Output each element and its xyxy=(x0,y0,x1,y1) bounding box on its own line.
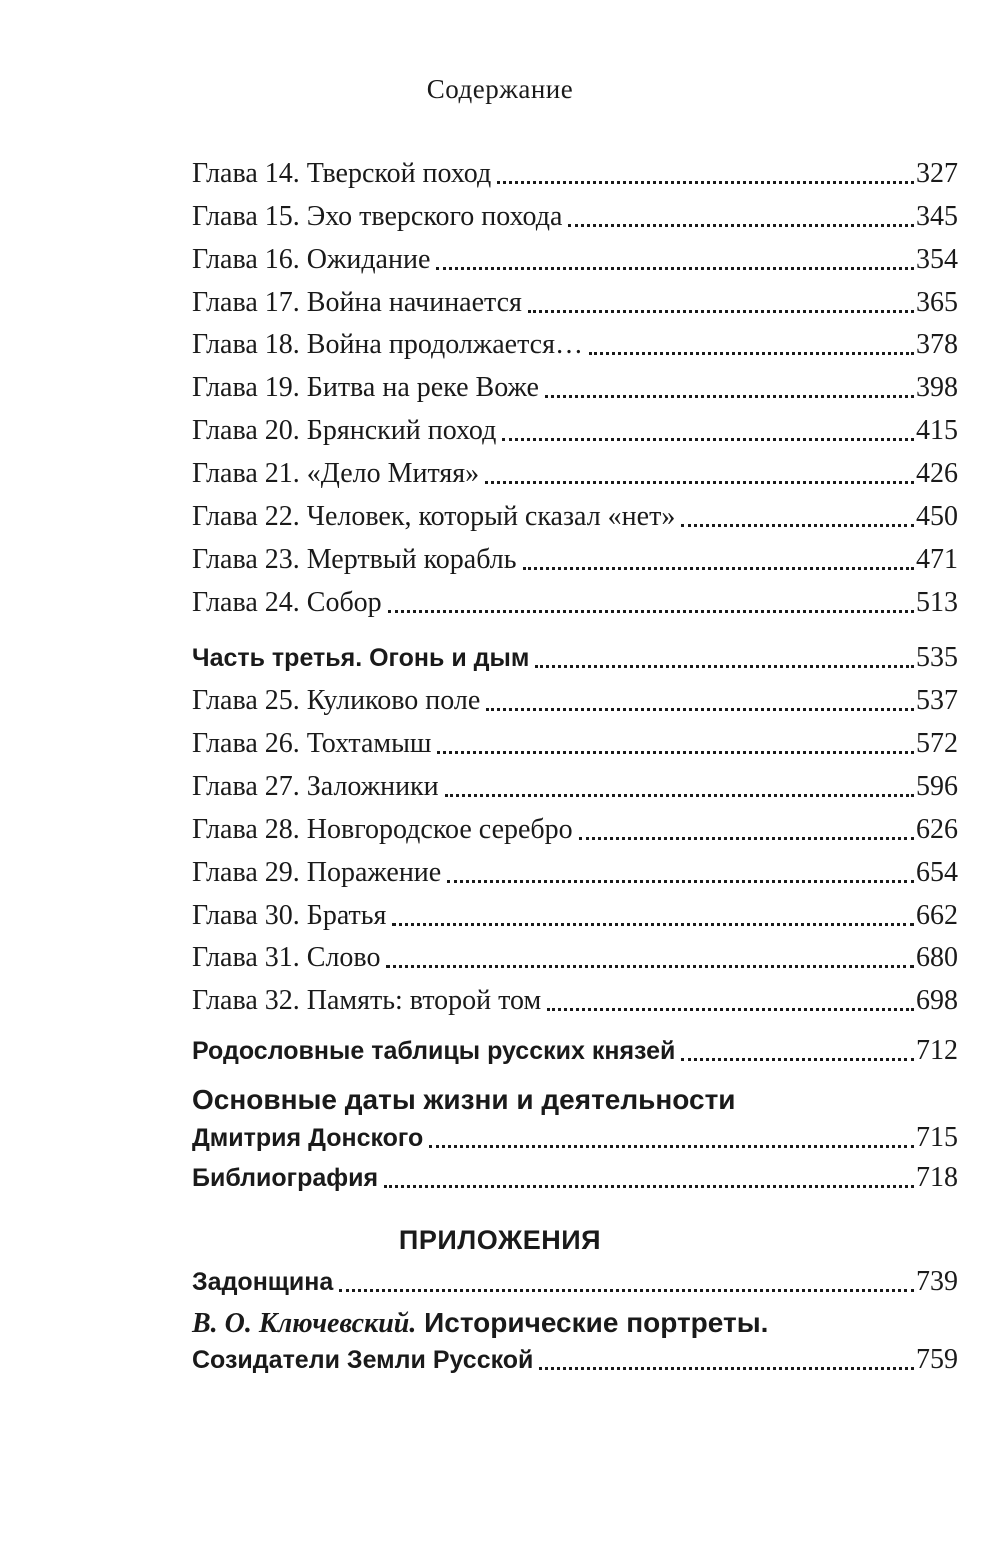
toc-zadonshchina-entry[interactable] xyxy=(192,1264,958,1300)
toc-bibliography-entry[interactable] xyxy=(192,1160,958,1196)
toc-entry[interactable] xyxy=(192,413,958,449)
dot-leader xyxy=(528,285,914,321)
dot-leader xyxy=(436,242,914,278)
toc-entry[interactable] xyxy=(192,242,958,278)
toc-entry-page: 513 xyxy=(916,587,958,618)
toc-entry-page: 471 xyxy=(916,544,958,575)
toc-entry-title: Глава 28. Новгородское серебро xyxy=(192,814,573,845)
toc-entry-page: 450 xyxy=(916,501,958,532)
toc-entry-title: Глава 31. Слово xyxy=(192,942,381,973)
toc-entry-page: 626 xyxy=(916,814,958,845)
appendices-heading: ПРИЛОЖЕНИЯ xyxy=(398,1225,602,1255)
toc-entry-page: 345 xyxy=(916,201,958,232)
toc-entry[interactable] xyxy=(192,983,958,1019)
toc-entry-page: 715 xyxy=(916,1122,958,1153)
toc-entry-title: Глава 29. Поражение xyxy=(192,857,442,888)
toc-klyuchevsky-line1 xyxy=(192,1305,768,1342)
dot-leader xyxy=(392,898,914,934)
dot-leader xyxy=(681,1033,914,1069)
toc-dates-title-line1: Основные даты жизни и деятельности xyxy=(192,1084,736,1115)
toc-entry[interactable] xyxy=(192,726,958,762)
author-name: В. О. Ключевский. xyxy=(192,1308,417,1339)
toc-entry[interactable] xyxy=(192,812,958,848)
toc-entry[interactable] xyxy=(192,199,958,235)
dot-leader xyxy=(681,499,914,535)
toc-entry-page: 654 xyxy=(916,857,958,888)
dot-leader xyxy=(384,1160,914,1196)
toc-entry-page: 537 xyxy=(916,685,958,716)
toc-entry-page: 365 xyxy=(916,287,958,318)
dot-leader xyxy=(579,812,914,848)
toc-entry[interactable] xyxy=(192,542,958,578)
dot-leader xyxy=(445,769,914,805)
toc-klyuchevsky-entry[interactable] xyxy=(192,1342,958,1378)
toc-entry[interactable] xyxy=(192,156,958,192)
toc-entry-page: 680 xyxy=(916,942,958,973)
dot-leader xyxy=(523,542,914,578)
toc-entry-page: 415 xyxy=(916,415,958,446)
toc-entry-page: 327 xyxy=(916,158,958,189)
running-header: Содержание xyxy=(426,74,574,104)
toc-entry-title: Глава 30. Братья xyxy=(192,900,387,931)
toc-entry-title: Глава 24. Собор xyxy=(192,587,382,618)
toc-entry-page: 739 xyxy=(916,1266,958,1297)
toc-entry[interactable] xyxy=(192,940,958,976)
dot-leader xyxy=(386,940,914,976)
toc-entry[interactable] xyxy=(192,683,958,719)
dot-leader xyxy=(486,683,914,719)
dot-leader xyxy=(388,585,914,621)
toc-entry-title: Задонщина xyxy=(192,1268,334,1296)
toc-entry[interactable] xyxy=(192,898,958,934)
toc-entry-title: Глава 15. Эхо тверского похода xyxy=(192,201,563,232)
toc-entry-page: 354 xyxy=(916,244,958,275)
dot-leader xyxy=(502,413,914,449)
toc-entry-page: 698 xyxy=(916,985,958,1016)
toc-entry-title: Глава 26. Тохтамыш xyxy=(192,728,432,759)
toc-entry-page: 378 xyxy=(916,329,958,360)
toc-entry-title: Родословные таблицы русских князей xyxy=(192,1037,676,1065)
toc-entry-title: Глава 20. Брянский поход xyxy=(192,415,497,446)
toc-entry-page: 712 xyxy=(916,1035,958,1066)
dot-leader xyxy=(485,456,914,492)
toc-entry[interactable] xyxy=(192,585,958,621)
toc-entry-title: Глава 27. Заложники xyxy=(192,771,439,802)
dot-leader xyxy=(535,640,914,676)
dot-leader xyxy=(447,855,914,891)
toc-entry-page: 596 xyxy=(916,771,958,802)
dot-leader xyxy=(339,1264,914,1300)
toc-part-title: Часть третья. Огонь и дым xyxy=(192,644,530,672)
toc-entry-page: 572 xyxy=(916,728,958,759)
toc-part-entry[interactable] xyxy=(192,640,958,676)
toc-entry-title: Глава 32. Память: второй том xyxy=(192,985,542,1016)
dot-leader xyxy=(545,370,914,406)
dot-leader xyxy=(539,1342,914,1378)
toc-entry-page: 426 xyxy=(916,458,958,489)
toc-entry-title: Созидатели Земли Русской xyxy=(192,1346,534,1374)
toc-entry-page: 662 xyxy=(916,900,958,931)
toc-genealogy-entry[interactable] xyxy=(192,1033,958,1069)
work-title: Исторические портреты. xyxy=(416,1307,769,1338)
toc-entry-title: Глава 23. Мертвый корабль xyxy=(192,544,517,575)
toc-entry[interactable] xyxy=(192,456,958,492)
toc-entry-page: 535 xyxy=(916,642,958,673)
toc-entry[interactable] xyxy=(192,370,958,406)
toc-entry-title: Глава 22. Человек, который сказал «нет» xyxy=(192,501,676,532)
toc-entry[interactable] xyxy=(192,769,958,805)
toc-entry-page: 718 xyxy=(916,1162,958,1193)
dot-leader xyxy=(547,983,914,1019)
toc-entry[interactable] xyxy=(192,327,958,363)
toc-entry-title: Глава 21. «Дело Митяя» xyxy=(192,458,480,489)
toc-entry-title: Глава 18. Война продолжается… xyxy=(192,329,583,360)
dot-leader xyxy=(429,1120,914,1156)
toc-entry-title: Дмитрия Донского xyxy=(192,1124,424,1152)
dot-leader xyxy=(437,726,914,762)
toc-entry[interactable] xyxy=(192,499,958,535)
dot-leader xyxy=(497,156,914,192)
toc-entry-title: Глава 19. Битва на реке Воже xyxy=(192,372,539,403)
dot-leader xyxy=(589,327,914,363)
toc-entry[interactable] xyxy=(192,855,958,891)
toc-dates-entry[interactable] xyxy=(192,1120,958,1156)
dot-leader xyxy=(568,199,914,235)
toc-entry-page: 398 xyxy=(916,372,958,403)
toc-entry-title: Глава 14. Тверской поход xyxy=(192,158,492,189)
toc-entry-page: 759 xyxy=(916,1344,958,1375)
toc-entry-title: Глава 25. Куликово поле xyxy=(192,685,481,716)
toc-entry-title: Глава 17. Война начинается xyxy=(192,287,522,318)
toc-entry[interactable] xyxy=(192,285,958,321)
toc-entry-title: Библиография xyxy=(192,1164,379,1192)
toc-entry-title: Глава 16. Ожидание xyxy=(192,244,431,275)
